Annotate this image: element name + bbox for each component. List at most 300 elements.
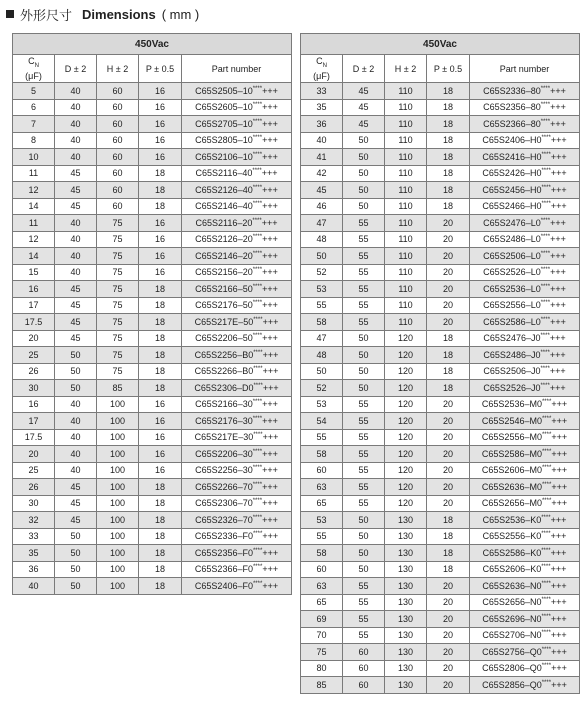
d-cell: 50 [343,380,385,397]
cn-header: $C_N$ (μF) [301,55,343,83]
part-number-base: C65S2486–J0 [483,349,541,360]
h-cell: 130 [385,644,427,661]
part-number-cell [470,545,580,562]
part-number-cell [182,314,292,331]
cn-cell: 60 [301,462,343,479]
part-number-base: C65S2116–40 [195,168,253,179]
d-cell: 55 [343,462,385,479]
cn-cell: 54 [301,413,343,430]
table-row [301,677,580,694]
h-cell: 110 [385,116,427,133]
cn-cell: 20 [13,446,55,463]
h-cell: 100 [97,396,139,413]
part-number-cell [182,479,292,496]
d-cell: 40 [55,215,97,232]
p-cell: 18 [427,347,470,364]
part-number-suffix: +++ [550,168,567,179]
p-cell: 20 [427,314,470,331]
part-number-stars: **** [252,168,262,175]
part-number-suffix: +++ [262,250,278,261]
cn-cell: 58 [301,545,343,562]
table-row [301,132,580,149]
part-number-cell [182,132,292,149]
part-number-cell [182,495,292,512]
table-row [13,182,292,199]
table-row [301,264,580,281]
part-number-cell [182,215,292,232]
cn-cell: 42 [301,165,343,182]
cn-cell: 55 [301,429,343,446]
table-row [301,116,580,133]
p-cell: 20 [427,429,470,446]
part-number-cell [182,116,292,133]
part-number-base: C65S2176–30 [195,415,253,426]
table-row [301,528,580,545]
part-number-base: C65S2586–L0 [483,316,541,327]
cn-cell: 65 [301,594,343,611]
part-number-suffix: +++ [549,333,566,344]
part-number-cell [182,561,292,578]
cn-cell: 7 [13,116,55,133]
part-number-suffix: +++ [262,118,278,129]
part-number-cell [470,429,580,446]
part-number-stars: **** [253,349,263,356]
d-cell: 50 [55,561,97,578]
part-number-cell [182,413,292,430]
part-number-cell [470,479,580,496]
h-cell: 75 [97,363,139,380]
table-row [13,215,292,232]
cn-cell: 17 [13,297,55,314]
d-cell: 50 [343,363,385,380]
cn-cell: 25 [13,347,55,364]
part-number-cell [470,561,580,578]
d-cell: 40 [55,413,97,430]
part-number-cell [470,149,580,166]
part-number-cell [470,512,580,529]
cn-cell: 80 [301,660,343,677]
d-cell: 45 [55,165,97,182]
p-cell: 18 [427,149,470,166]
part-number-stars: **** [252,135,263,142]
cn-cell: 20 [13,330,55,347]
table-row [13,363,292,380]
d-cell: 50 [343,182,385,199]
d-cell: 55 [343,231,385,248]
table-row [301,578,580,595]
p-cell: 16 [139,231,182,248]
h-cell: 110 [385,165,427,182]
h-cell: 75 [97,264,139,281]
p-cell: 20 [427,660,470,677]
part-number-stars: **** [253,382,263,389]
table-row [13,380,292,397]
cn-cell: 55 [301,297,343,314]
h-cell: 110 [385,215,427,232]
p-cell: 18 [139,182,182,199]
p-cell: 20 [427,264,470,281]
part-number-stars: **** [541,135,551,142]
p-cell: 18 [139,495,182,512]
p-cell: 18 [139,528,182,545]
cn-cell: 40 [13,578,55,595]
cn-cell: 36 [13,561,55,578]
p-cell: 18 [427,380,470,397]
d-cell: 40 [55,446,97,463]
cn-cell: 12 [13,231,55,248]
cn-cell: 69 [301,611,343,628]
part-number-cell [470,396,580,413]
part-number-cell [470,528,580,545]
part-number-suffix: +++ [262,366,279,377]
part-number-stars: **** [252,118,263,125]
part-number-base: C65S2506–J0 [483,366,541,377]
part-number-suffix: +++ [550,234,566,245]
d-cell: 45 [343,83,385,100]
h-cell: 130 [385,677,427,694]
d-cell: 55 [343,446,385,463]
part-number-base: C65S2426–H0 [482,168,542,179]
d-cell: 55 [343,578,385,595]
part-number-stars: **** [252,415,263,422]
part-number-suffix: +++ [262,580,279,591]
part-number-suffix: +++ [262,415,278,426]
part-number-stars: **** [252,250,263,257]
d-cell: 55 [343,281,385,298]
part-number-stars: **** [252,201,263,208]
table-row [301,462,580,479]
part-number-suffix: +++ [262,399,278,410]
d-cell: 55 [343,413,385,430]
table-row [13,396,292,413]
heading-chinese: 外形尺寸 [20,8,73,24]
part-number-cell [182,528,292,545]
p-cell: 18 [139,347,182,364]
table-row [13,578,292,595]
p-cell: 18 [427,165,470,182]
part-number-suffix: +++ [550,201,567,212]
p-cell: 18 [139,578,182,595]
p-cell: 16 [139,429,182,446]
part-number-cell [470,627,580,644]
part-number-base: C65S2606–M0 [481,465,542,476]
part-number-stars: **** [541,151,551,158]
part-number-suffix: +++ [261,168,278,179]
part-number-base: C65S2256–B0 [194,349,254,360]
table-row [13,495,292,512]
part-number-cell [470,116,580,133]
part-number-cell [470,83,580,100]
part-number-base: C65S2476–J0 [483,333,541,344]
h-cell: 100 [97,528,139,545]
part-number-suffix: +++ [262,514,278,525]
d-header: D ± 2 [343,55,385,83]
part-number-cell [182,198,292,215]
cn-cell: 26 [13,363,55,380]
part-number-base: C65S2556–M0 [481,432,542,443]
h-cell: 75 [97,297,139,314]
d-cell: 55 [343,627,385,644]
table-row [13,297,292,314]
part-number-stars: **** [541,399,552,406]
h-cell: 60 [97,116,139,133]
h-cell: 110 [385,99,427,116]
h-cell: 85 [97,380,139,397]
part-number-base: C65S2505–10 [195,85,253,96]
part-number-suffix: +++ [262,85,278,96]
h-cell: 120 [385,363,427,380]
table-row [301,660,580,677]
table-row [13,330,292,347]
p-cell: 20 [427,446,470,463]
p-cell: 18 [139,545,182,562]
p-cell: 18 [427,182,470,199]
cn-cell: 11 [13,165,55,182]
h-cell: 60 [97,198,139,215]
part-number-cell [470,380,580,397]
h-cell: 130 [385,561,427,578]
p-cell: 20 [427,677,470,694]
table-row [301,413,580,430]
d-cell: 40 [55,396,97,413]
part-number-suffix: +++ [551,481,568,492]
h-cell: 130 [385,512,427,529]
h-cell: 60 [97,132,139,149]
table-row [13,116,292,133]
d-cell: 40 [55,99,97,116]
part-number-stars: **** [541,646,552,653]
d-cell: 55 [343,594,385,611]
d-cell: 40 [55,149,97,166]
table-row [301,594,580,611]
part-number-stars: **** [541,498,552,505]
table-row [13,132,292,149]
part-number-suffix: +++ [551,448,568,459]
part-number-base: C65S2156–20 [195,267,253,278]
d-cell: 50 [343,528,385,545]
part-number-cell [470,231,580,248]
cn-cell: 12 [13,182,55,199]
cn-cell: 63 [301,578,343,595]
part-number-cell [470,99,580,116]
part-number-suffix: +++ [262,201,278,212]
dimensions-table-left [12,33,292,595]
part-number-cell [182,347,292,364]
p-cell: 20 [427,231,470,248]
d-cell: 55 [343,479,385,496]
table-row [13,347,292,364]
part-number-suffix: +++ [550,564,567,575]
p-cell: 16 [139,215,182,232]
part-number-base: C65S2146–40 [195,201,253,212]
cn-cell: 11 [13,215,55,232]
table-row [301,396,580,413]
part-number-cell [470,594,580,611]
d-cell: 40 [55,429,97,446]
part-number-cell [182,578,292,595]
d-cell: 45 [343,99,385,116]
part-number-stars: **** [541,663,552,670]
p-cell: 18 [427,132,470,149]
heading-unit: ( mm ) [161,6,200,22]
h-cell: 100 [97,561,139,578]
part-number-suffix: +++ [550,531,567,542]
part-number-base: C65S2696–N0 [482,613,542,624]
part-number-base: C65S2366–F0 [194,564,253,575]
h-cell: 110 [385,314,427,331]
part-number-stars: **** [541,465,552,472]
table-row [301,644,580,661]
part-number-stars: **** [540,85,551,92]
part-number-stars: **** [252,333,263,340]
part-number-stars: **** [541,168,551,175]
d-cell: 40 [55,83,97,100]
p-cell: 16 [139,132,182,149]
cn-cell: 6 [13,99,55,116]
cn-cell: 25 [13,462,55,479]
h-cell: 130 [385,594,427,611]
p-cell: 18 [139,297,182,314]
part-number-suffix: +++ [262,498,278,509]
p-cell: 18 [139,165,182,182]
part-number-stars: **** [252,151,263,158]
part-number-base: C65S2636–M0 [481,481,542,492]
h-cell: 75 [97,347,139,364]
part-number-suffix: +++ [551,415,568,426]
voltage-header: 450Vac [13,34,292,55]
part-number-base: C65S2406–F0 [194,580,253,591]
voltage-header: 450Vac [301,34,580,55]
part-number-base: C65S2656–M0 [481,498,542,509]
part-number-cell [182,363,292,380]
d-cell: 40 [55,231,97,248]
part-number-cell [182,281,292,298]
part-number-suffix: +++ [262,300,278,311]
part-number-stars: **** [540,267,551,274]
d-cell: 60 [343,660,385,677]
part-number-stars: **** [541,514,551,521]
h-cell: 100 [97,495,139,512]
table-row [13,512,292,529]
table-row [13,429,292,446]
cn-cell: 32 [13,512,55,529]
p-cell: 20 [427,413,470,430]
part-number-stars: **** [253,432,263,439]
part-number-cell [182,264,292,281]
part-number-stars: **** [252,85,263,92]
part-number-suffix: +++ [550,316,566,327]
p-cell: 18 [139,281,182,298]
part-number-stars: **** [540,349,550,356]
d-cell: 45 [55,314,97,331]
p-cell: 20 [427,297,470,314]
d-cell: 50 [343,347,385,364]
h-cell: 120 [385,347,427,364]
h-cell: 120 [385,380,427,397]
part-number-cell [470,611,580,628]
h-cell: 60 [97,99,139,116]
part-number-cell [182,462,292,479]
part-number-suffix: +++ [262,267,278,278]
part-number-base: C65S2206–50 [195,333,253,344]
d-cell: 50 [55,347,97,364]
table-row [13,99,292,116]
part-number-stars: **** [540,300,551,307]
cn-cell: 36 [301,116,343,133]
table-row [301,231,580,248]
part-number-stars: **** [540,366,550,373]
d-cell: 60 [343,677,385,694]
part-number-base: C65S2326–70 [195,514,253,525]
part-number-suffix: +++ [550,250,566,261]
part-number-suffix: +++ [550,514,567,525]
p-cell: 18 [427,561,470,578]
h-cell: 60 [97,165,139,182]
h-cell: 120 [385,495,427,512]
part-number-stars: **** [252,184,263,191]
part-number-base: C65S2416–H0 [482,151,542,162]
p-cell: 18 [139,479,182,496]
h-cell: 100 [97,446,139,463]
d-cell: 45 [55,182,97,199]
part-number-cell [470,660,580,677]
part-number-suffix: +++ [550,300,566,311]
part-number-header: Part number [470,55,580,83]
cn-cell: 53 [301,281,343,298]
h-cell: 130 [385,545,427,562]
table-row [13,545,292,562]
part-number-cell [470,264,580,281]
d-cell: 55 [343,264,385,281]
part-number-base: C65S2556–L0 [483,300,541,311]
cn-cell: 17.5 [13,429,55,446]
h-cell: 120 [385,413,427,430]
p-cell: 18 [139,363,182,380]
part-number-base: C65S2536–M0 [481,399,542,410]
table-row [301,347,580,364]
part-number-stars: **** [252,531,263,538]
dimensions-table-right [300,33,580,694]
part-number-stars: **** [541,679,552,686]
table-row [13,198,292,215]
h-cell: 110 [385,264,427,281]
d-cell: 50 [55,545,97,562]
part-number-stars: **** [252,564,263,571]
part-number-suffix: +++ [550,118,566,129]
d-cell: 55 [343,215,385,232]
table-row [13,165,292,182]
p-cell: 20 [427,644,470,661]
part-number-suffix: +++ [551,679,567,690]
cn-cell: 48 [301,347,343,364]
p-cell: 20 [427,594,470,611]
p-cell: 16 [139,396,182,413]
part-number-stars: **** [540,217,551,224]
table-row [13,413,292,430]
table-row [301,281,580,298]
part-number-base: C65S2705–10 [195,118,253,129]
d-cell: 50 [343,330,385,347]
part-number-base: C65S2266–70 [195,481,253,492]
part-number-base: C65S2586–K0 [482,547,542,558]
part-number-base: C65S2506–L0 [483,250,541,261]
cn-cell: 50 [301,363,343,380]
part-number-cell [182,83,292,100]
p-cell: 20 [427,281,470,298]
table-row [13,248,292,265]
part-number-base: C65S2356–80 [483,102,541,113]
part-number-cell [182,512,292,529]
